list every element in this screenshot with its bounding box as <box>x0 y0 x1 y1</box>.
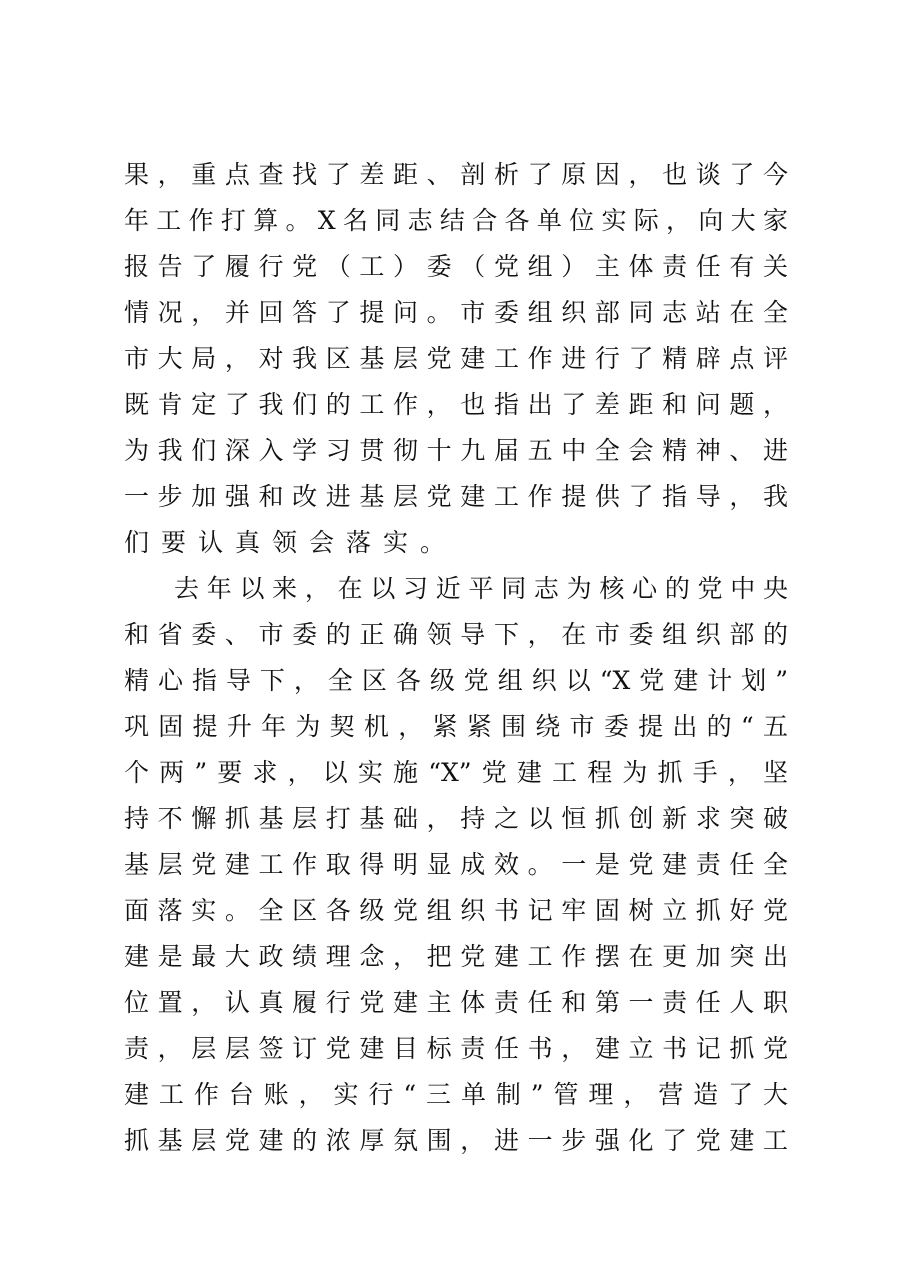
text-line-8: 一步加强和改进基层党建工作提供了指导，我 <box>124 482 788 511</box>
text-line-20: 责，层层签订党建目标责任书，建立书记抓党 <box>124 1034 788 1063</box>
text-line-13: 巩固提升年为契机，紧紧围绕市委提出的“五 <box>124 712 788 741</box>
text-line-17: 面落实。全区各级党组织书记牢固树立抓好党 <box>124 896 788 925</box>
text-line-2: 年工作打算。X名同志结合各单位实际，向大家 <box>124 206 788 235</box>
text-line-18: 建是最大政绩理念，把党建工作摆在更加突出 <box>124 942 788 971</box>
text-line-10: 去年以来，在以习近平同志为核心的党中央 <box>174 574 788 603</box>
text-line-1: 果，重点查找了差距、剖析了原因，也谈了今 <box>124 160 788 189</box>
text-line-22: 抓基层党建的浓厚氛围，进一步强化了党建工 <box>124 1126 788 1155</box>
text-line-4: 情况，并回答了提问。市委组织部同志站在全 <box>124 298 788 327</box>
text-line-15: 持不懈抓基层打基础，持之以恒抓创新求突破 <box>124 804 788 833</box>
text-line-11: 和省委、市委的正确领导下，在市委组织部的 <box>124 620 788 649</box>
text-line-21: 建工作台账，实行“三单制”管理，营造了大 <box>124 1080 788 1109</box>
text-line-5: 市大局，对我区基层党建工作进行了精辟点评 <box>124 344 788 373</box>
text-line-12: 精心指导下，全区各级党组织以“X党建计划” <box>124 666 788 695</box>
text-line-7: 为我们深入学习贯彻十九届五中全会精神、进 <box>124 436 788 465</box>
text-line-3: 报告了履行党（工）委（党组）主体责任有关 <box>124 252 788 281</box>
text-line-9: 们要认真领会落实。 <box>124 528 458 557</box>
text-line-16: 基层党建工作取得明显成效。一是党建责任全 <box>124 850 788 879</box>
text-line-19: 位置，认真履行党建主体责任和第一责任人职 <box>124 988 788 1017</box>
text-line-6: 既肯定了我们的工作，也指出了差距和问题， <box>124 390 788 419</box>
text-line-14: 个两”要求，以实施“X”党建工程为抓手，坚 <box>124 758 788 787</box>
